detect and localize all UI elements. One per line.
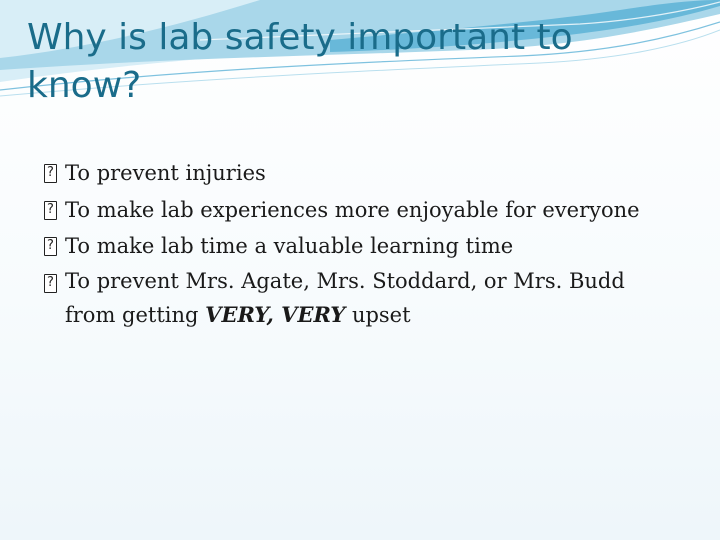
missing-glyph-box-icon xyxy=(44,274,57,293)
bullet-list xyxy=(44,155,694,332)
missing-glyph-box-icon xyxy=(44,201,57,220)
emphasis-text: VERY, VERY xyxy=(205,301,346,327)
bullet-item xyxy=(44,228,694,265)
bullet-item xyxy=(44,155,694,192)
bullet-text: To make lab time a valuable learning time xyxy=(65,234,514,258)
bullet-text-line: To prevent Mrs. Agate, Mrs. Stoddard, or Mrs. Budd xyxy=(65,268,625,293)
bullet-text-line xyxy=(65,298,694,332)
bullet-text-segment: upset xyxy=(345,302,411,327)
missing-glyph-box-icon xyxy=(44,164,57,183)
slide-title: Why is lab safety important to know? xyxy=(27,17,573,106)
bullet-text-segment: from getting xyxy=(65,302,206,327)
bullet-text: To prevent injuries xyxy=(65,161,266,185)
bullet-text: To make lab experiences more enjoyable for everyone xyxy=(65,197,640,222)
missing-glyph-box-icon xyxy=(44,237,57,256)
bullet-item xyxy=(44,192,694,229)
bullet-item xyxy=(44,265,694,332)
